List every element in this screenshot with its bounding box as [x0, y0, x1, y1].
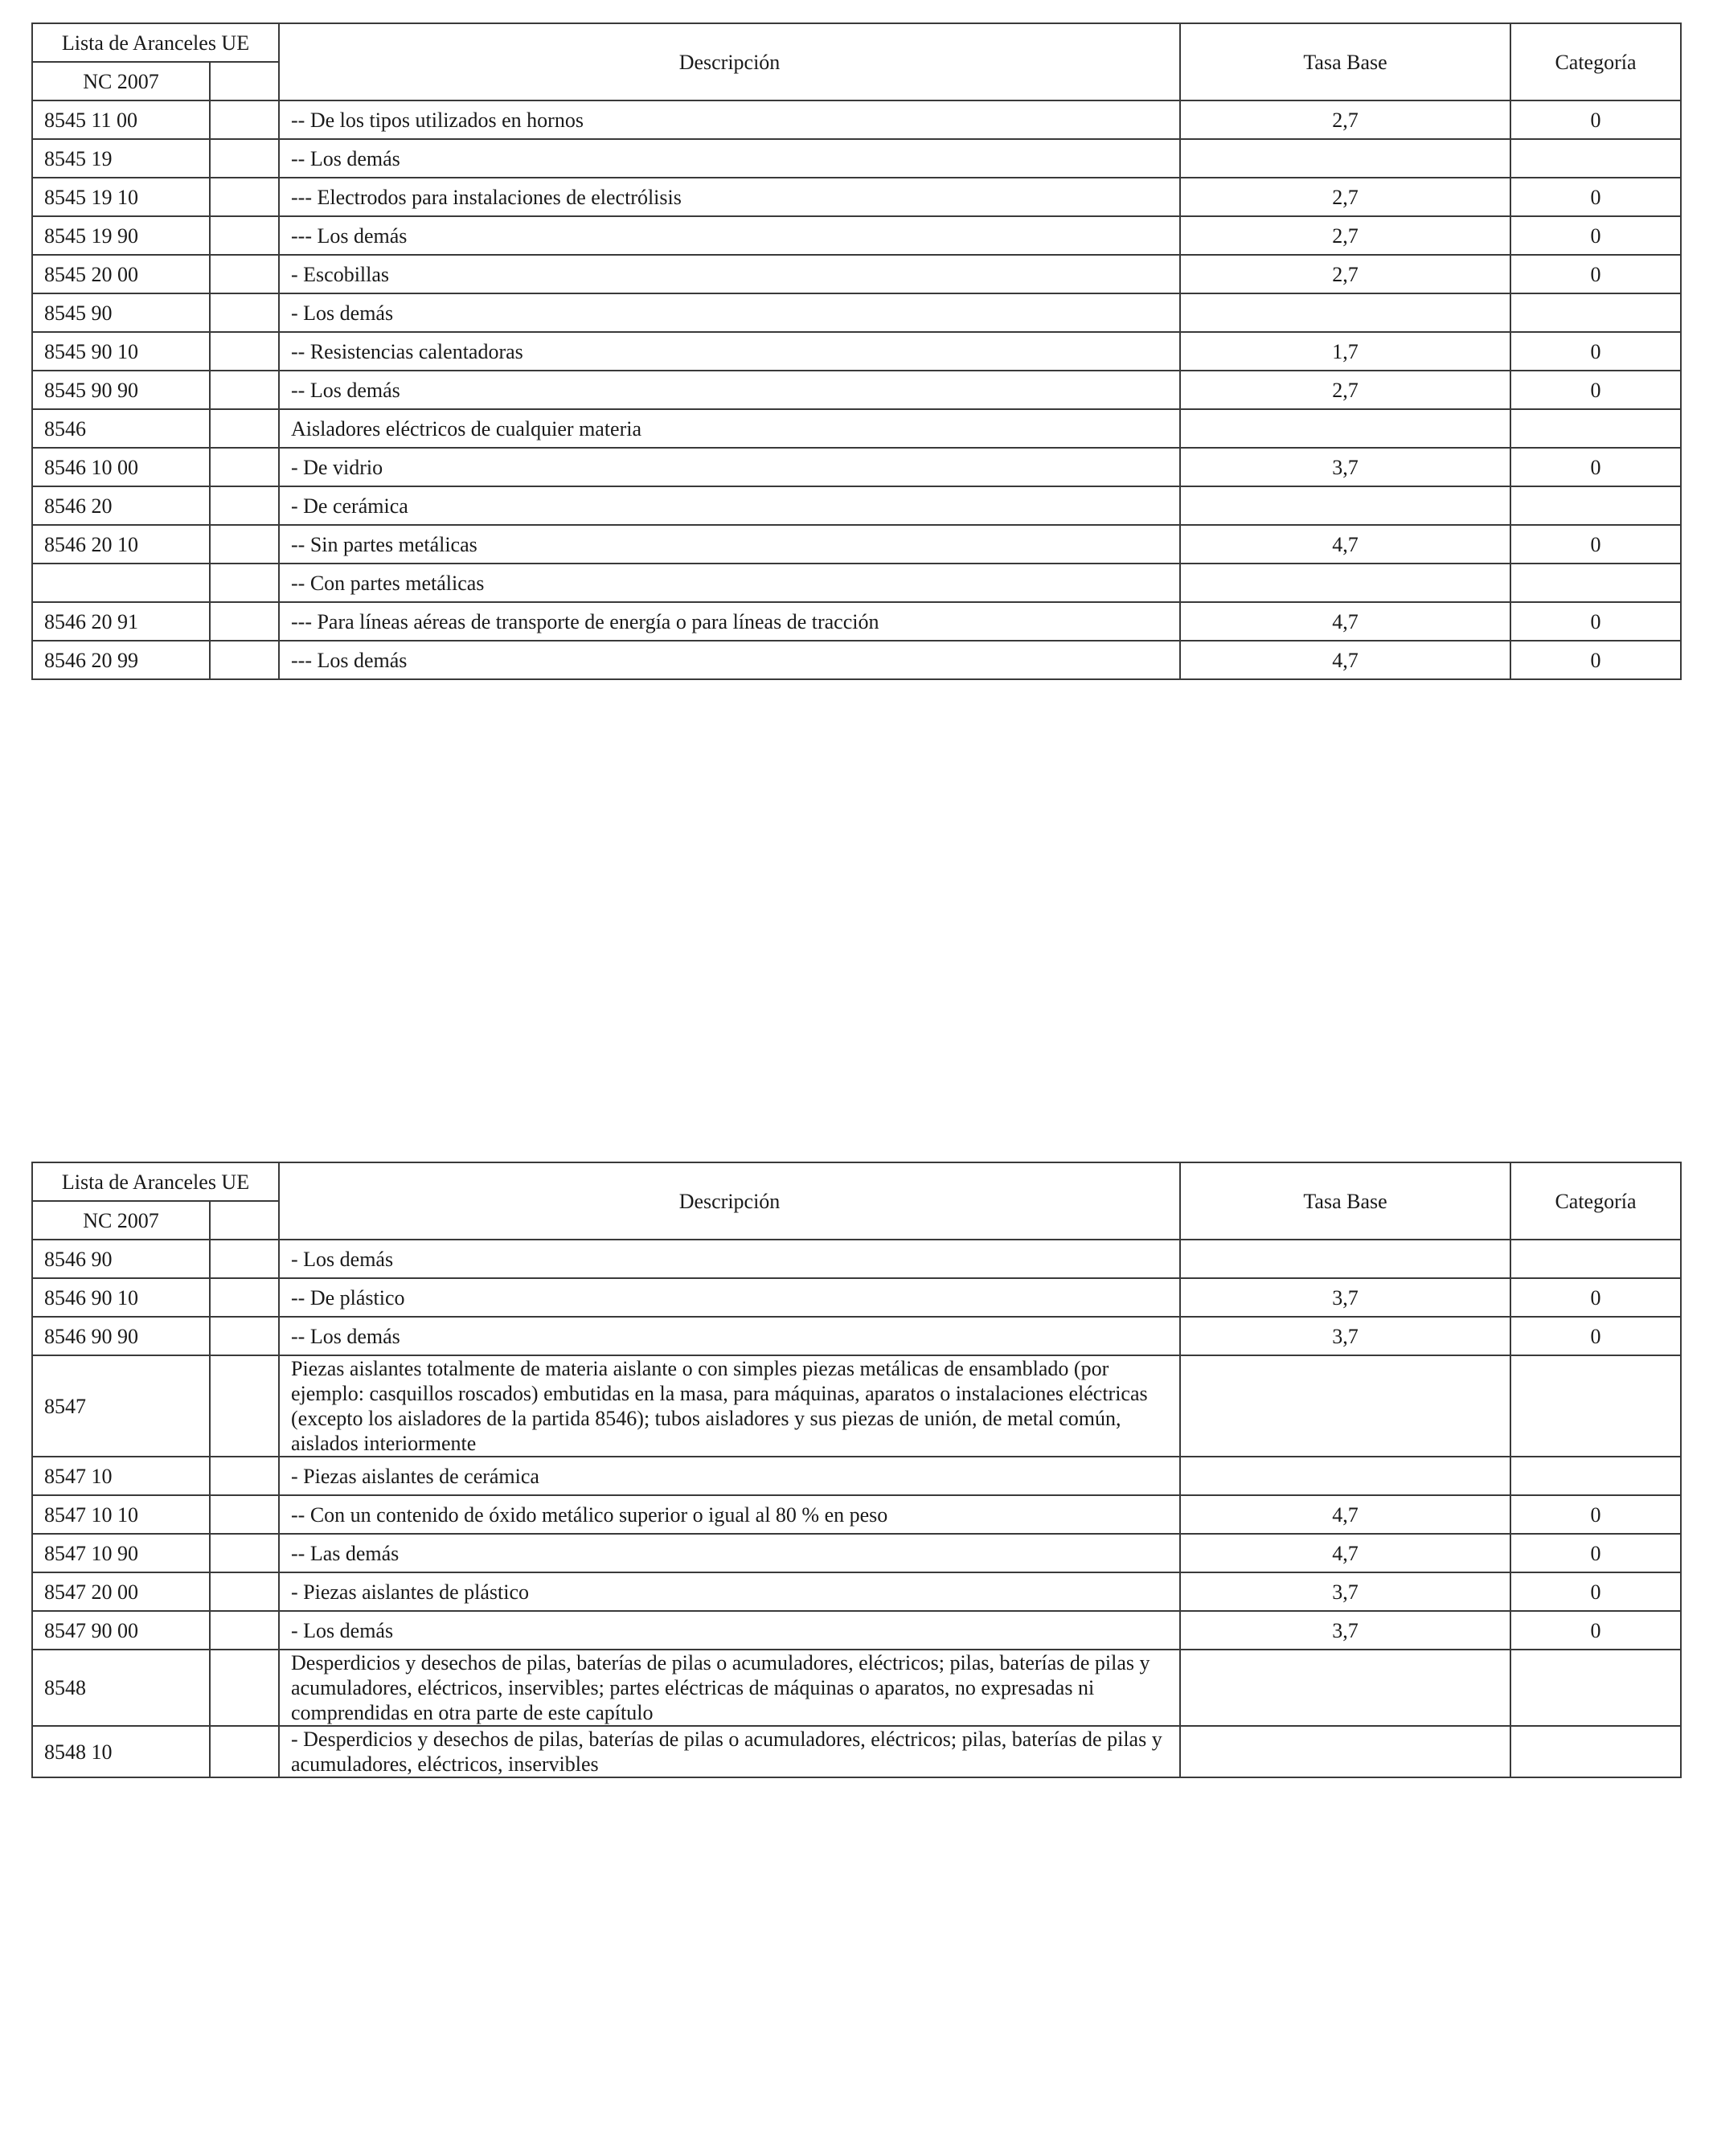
base-rate-cell	[1180, 409, 1510, 448]
table-row	[32, 409, 1681, 448]
category-cell	[1510, 1457, 1681, 1495]
table-row	[32, 332, 1681, 371]
spacer-cell	[210, 371, 279, 409]
nc-code-cell: 8546 90 90	[32, 1317, 210, 1355]
table-row	[32, 100, 1681, 139]
table-row	[32, 1278, 1681, 1317]
table-row	[32, 1240, 1681, 1278]
nc-code-cell: 8548 10	[32, 1726, 210, 1777]
nc-code-cell: 8548	[32, 1650, 210, 1726]
spacer-cell	[210, 1726, 279, 1777]
description-cell: - Desperdicios y desechos de pilas, baterías de pilas o acumuladores, eléctricos; pilas, baterías de pilas y acumuladores, eléctricos, inservibles	[279, 1726, 1180, 1777]
spacer-cell	[210, 641, 279, 679]
nc-code-cell: 8546 20 10	[32, 525, 210, 564]
category-cell: 0	[1510, 1611, 1681, 1650]
category-cell	[1510, 409, 1681, 448]
nc-code-cell: 8545 19 90	[32, 216, 210, 255]
base-rate-cell	[1180, 564, 1510, 602]
base-rate-cell: 4,7	[1180, 1495, 1510, 1534]
spacer-cell	[210, 100, 279, 139]
table-row	[32, 1650, 1681, 1726]
description-cell: -- Con un contenido de óxido metálico superior o igual al 80 % en peso	[279, 1495, 1180, 1534]
spacer-cell	[210, 332, 279, 371]
category-cell: 0	[1510, 448, 1681, 486]
spacer-cell	[210, 1650, 279, 1726]
description-cell: Piezas aislantes totalmente de materia aislante o con simples piezas metálicas de ensamblado (por ejemplo: casquillos roscados) embutidas en la masa, para máquinas, aparatos o instalaciones eléctricas (excepto los aisladores de la partida 8546); tubos aisladores y sus piezas de unión, de metal común, aislados interiormente	[279, 1355, 1180, 1457]
tariff-table-2	[31, 1162, 1682, 1778]
description-cell: -- Los demás	[279, 139, 1180, 178]
nc-code-cell: 8546 20 91	[32, 602, 210, 641]
category-cell	[1510, 564, 1681, 602]
base-rate-cell: 3,7	[1180, 1572, 1510, 1611]
category-cell: 0	[1510, 1278, 1681, 1317]
category-cell: 0	[1510, 1495, 1681, 1534]
nc-code-cell: 8547 10	[32, 1457, 210, 1495]
category-cell: 0	[1510, 100, 1681, 139]
category-cell: 0	[1510, 1534, 1681, 1572]
base-rate-cell: 2,7	[1180, 371, 1510, 409]
nc-code-cell: 8545 19 10	[32, 178, 210, 216]
table-row	[32, 293, 1681, 332]
table-row	[32, 1317, 1681, 1355]
spacer-cell	[210, 1278, 279, 1317]
spacer-cell	[210, 448, 279, 486]
spacer-cell	[210, 139, 279, 178]
table-row	[32, 216, 1681, 255]
category-cell: 0	[1510, 1572, 1681, 1611]
spacer-cell	[210, 1355, 279, 1457]
category-cell: 0	[1510, 216, 1681, 255]
table-row	[32, 486, 1681, 525]
list-title-header: Lista de Aranceles UE	[32, 23, 279, 62]
category-cell: 0	[1510, 371, 1681, 409]
table-row	[32, 602, 1681, 641]
base-rate-cell: 3,7	[1180, 448, 1510, 486]
description-cell: - Los demás	[279, 293, 1180, 332]
base-rate-cell: 2,7	[1180, 178, 1510, 216]
table-row	[32, 1611, 1681, 1650]
base-rate-cell: 4,7	[1180, 641, 1510, 679]
base-rate-cell: 3,7	[1180, 1611, 1510, 1650]
description-cell: --- Para líneas aéreas de transporte de energía o para líneas de tracción	[279, 602, 1180, 641]
nc-code-cell: 8547 20 00	[32, 1572, 210, 1611]
nc-code-cell: 8545 90	[32, 293, 210, 332]
nc-code-cell: 8547 90 00	[32, 1611, 210, 1650]
spacer-cell	[210, 1240, 279, 1278]
description-header: Descripción	[279, 1162, 1180, 1240]
nc-code-cell: 8546 20 99	[32, 641, 210, 679]
table-row	[32, 641, 1681, 679]
category-cell	[1510, 1240, 1681, 1278]
description-header: Descripción	[279, 23, 1180, 100]
table-row	[32, 564, 1681, 602]
spacer-cell	[210, 1534, 279, 1572]
description-cell: -- Los demás	[279, 371, 1180, 409]
empty-header-cell	[210, 62, 279, 100]
category-cell: 0	[1510, 255, 1681, 293]
table-row	[32, 1355, 1681, 1457]
table-row	[32, 139, 1681, 178]
table-row	[32, 1572, 1681, 1611]
base-rate-cell	[1180, 1650, 1510, 1726]
base-rate-cell	[1180, 1726, 1510, 1777]
tariff-table-1	[31, 23, 1682, 680]
description-cell: -- De los tipos utilizados en hornos	[279, 100, 1180, 139]
nc-code-cell: 8545 11 00	[32, 100, 210, 139]
category-header: Categoría	[1510, 23, 1681, 100]
nc-code-cell: 8545 90 10	[32, 332, 210, 371]
table-row	[32, 1534, 1681, 1572]
base-rate-cell	[1180, 1457, 1510, 1495]
table-row	[32, 1457, 1681, 1495]
description-cell: - De vidrio	[279, 448, 1180, 486]
header-row	[32, 1162, 1681, 1201]
category-cell: 0	[1510, 602, 1681, 641]
category-cell: 0	[1510, 1317, 1681, 1355]
spacer-cell	[210, 293, 279, 332]
description-cell: - Los demás	[279, 1611, 1180, 1650]
base-rate-cell: 3,7	[1180, 1317, 1510, 1355]
base-rate-header: Tasa Base	[1180, 23, 1510, 100]
description-cell: - De cerámica	[279, 486, 1180, 525]
category-cell: 0	[1510, 178, 1681, 216]
nc-code-cell	[32, 564, 210, 602]
spacer-cell	[210, 602, 279, 641]
spacer-cell	[210, 1495, 279, 1534]
nc-code-cell: 8545 19	[32, 139, 210, 178]
category-cell	[1510, 293, 1681, 332]
table-1-body	[32, 23, 1681, 679]
nc-header: NC 2007	[32, 1201, 210, 1240]
nc-code-cell: 8546 10 00	[32, 448, 210, 486]
category-cell: 0	[1510, 641, 1681, 679]
list-title-header: Lista de Aranceles UE	[32, 1162, 279, 1201]
description-cell: --- Electrodos para instalaciones de electrólisis	[279, 178, 1180, 216]
base-rate-cell	[1180, 1355, 1510, 1457]
table-row	[32, 1726, 1681, 1777]
table-2-body	[32, 1162, 1681, 1777]
base-rate-cell	[1180, 486, 1510, 525]
description-cell: Desperdicios y desechos de pilas, baterías de pilas o acumuladores, eléctricos; pilas, baterías de pilas y acumuladores, eléctricos, inservibles; partes eléctricas de máquinas o aparatos, no expresadas ni comprendidas en otra parte de este capítulo	[279, 1650, 1180, 1726]
nc-code-cell: 8546 90	[32, 1240, 210, 1278]
nc-code-cell: 8545 90 90	[32, 371, 210, 409]
description-cell: -- Sin partes metálicas	[279, 525, 1180, 564]
base-rate-cell: 1,7	[1180, 332, 1510, 371]
nc-code-cell: 8545 20 00	[32, 255, 210, 293]
empty-header-cell	[210, 1201, 279, 1240]
category-cell	[1510, 486, 1681, 525]
description-cell: -- Con partes metálicas	[279, 564, 1180, 602]
nc-code-cell: 8546 90 10	[32, 1278, 210, 1317]
description-cell: --- Los demás	[279, 641, 1180, 679]
base-rate-cell: 3,7	[1180, 1278, 1510, 1317]
spacer-cell	[210, 564, 279, 602]
base-rate-cell	[1180, 139, 1510, 178]
spacer-cell	[210, 178, 279, 216]
spacer-cell	[210, 1572, 279, 1611]
category-header: Categoría	[1510, 1162, 1681, 1240]
description-cell: Aisladores eléctricos de cualquier materia	[279, 409, 1180, 448]
description-cell: - Los demás	[279, 1240, 1180, 1278]
description-cell: - Piezas aislantes de plástico	[279, 1572, 1180, 1611]
table-row	[32, 255, 1681, 293]
category-cell	[1510, 1650, 1681, 1726]
table-row	[32, 525, 1681, 564]
spacer-cell	[210, 1611, 279, 1650]
base-rate-cell: 2,7	[1180, 216, 1510, 255]
table-row	[32, 1495, 1681, 1534]
spacer-cell	[210, 255, 279, 293]
spacer-cell	[210, 1317, 279, 1355]
category-cell	[1510, 139, 1681, 178]
table-row	[32, 178, 1681, 216]
spacer-cell	[210, 1457, 279, 1495]
base-rate-cell	[1180, 1240, 1510, 1278]
base-rate-cell: 4,7	[1180, 602, 1510, 641]
nc-code-cell: 8547 10 90	[32, 1534, 210, 1572]
base-rate-header: Tasa Base	[1180, 1162, 1510, 1240]
base-rate-cell: 2,7	[1180, 255, 1510, 293]
table-row	[32, 371, 1681, 409]
description-cell: - Escobillas	[279, 255, 1180, 293]
base-rate-cell	[1180, 293, 1510, 332]
nc-code-cell: 8547	[32, 1355, 210, 1457]
base-rate-cell: 4,7	[1180, 1534, 1510, 1572]
spacer-cell	[210, 216, 279, 255]
base-rate-cell: 4,7	[1180, 525, 1510, 564]
category-cell: 0	[1510, 332, 1681, 371]
spacer-cell	[210, 525, 279, 564]
nc-header: NC 2007	[32, 62, 210, 100]
base-rate-cell: 2,7	[1180, 100, 1510, 139]
description-cell: - Piezas aislantes de cerámica	[279, 1457, 1180, 1495]
nc-code-cell: 8546 20	[32, 486, 210, 525]
header-row	[32, 23, 1681, 62]
nc-code-cell: 8547 10 10	[32, 1495, 210, 1534]
nc-code-cell: 8546	[32, 409, 210, 448]
category-cell	[1510, 1726, 1681, 1777]
description-cell: -- Las demás	[279, 1534, 1180, 1572]
spacer-cell	[210, 486, 279, 525]
spacer-cell	[210, 409, 279, 448]
description-cell: -- De plástico	[279, 1278, 1180, 1317]
description-cell: --- Los demás	[279, 216, 1180, 255]
category-cell: 0	[1510, 525, 1681, 564]
table-row	[32, 448, 1681, 486]
description-cell: -- Los demás	[279, 1317, 1180, 1355]
description-cell: -- Resistencias calentadoras	[279, 332, 1180, 371]
category-cell	[1510, 1355, 1681, 1457]
